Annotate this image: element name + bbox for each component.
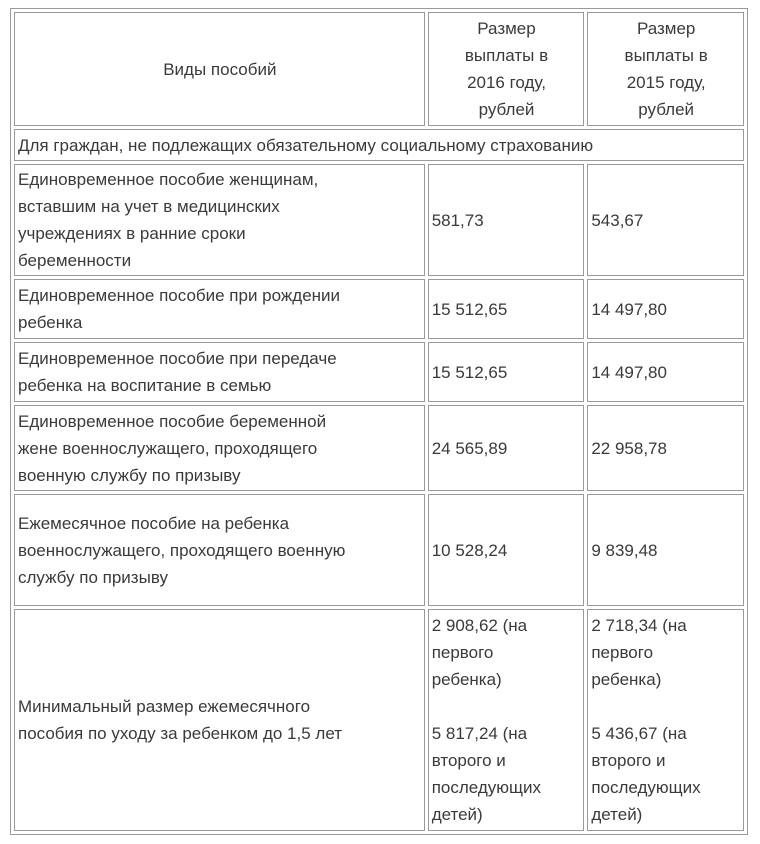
label-line: Минимальный размер ежемесячного bbox=[18, 697, 311, 716]
spacer bbox=[591, 693, 741, 720]
amount-line: детей) bbox=[591, 805, 643, 824]
header-2016-line: Размер bbox=[477, 19, 536, 38]
benefits-table bbox=[10, 8, 748, 835]
amount-2015: 22 958,78 bbox=[587, 405, 744, 491]
amount-line: ребенка) bbox=[591, 670, 662, 689]
amount-line: ребенка) bbox=[431, 670, 502, 689]
benefit-label bbox=[14, 494, 425, 606]
header-2015-line: Размер bbox=[636, 19, 696, 38]
table-row bbox=[14, 164, 744, 276]
section-row bbox=[14, 129, 744, 161]
benefit-label bbox=[14, 164, 425, 276]
benefit-label bbox=[14, 609, 425, 831]
amount-line: 5 436,67 (на bbox=[591, 724, 687, 743]
amount-line: детей) bbox=[431, 805, 483, 824]
amount-line: второго и bbox=[591, 751, 666, 770]
label-line: Единовременное пособие беременной bbox=[18, 411, 327, 431]
amount-2015 bbox=[587, 609, 744, 831]
header-2015-line: 2015 году, bbox=[626, 73, 706, 92]
label-line: Единовременное пособие женщинам, bbox=[18, 170, 319, 189]
section-title: Для граждан, не подлежащих обязательному социальному страхованию bbox=[14, 129, 744, 161]
header-2016-line: 2016 году, bbox=[467, 73, 546, 92]
header-amount-2016 bbox=[428, 12, 585, 126]
benefit-label bbox=[14, 405, 425, 491]
header-benefit-type: Виды пособий bbox=[14, 12, 425, 126]
label-line: беременности bbox=[18, 251, 132, 270]
label-line: Единовременное пособие при рождении bbox=[18, 286, 341, 305]
label-line: военную службу по призыву bbox=[18, 465, 241, 485]
label-line: военнослужащего, проходящего военную bbox=[18, 540, 346, 560]
amount-2015: 14 497,80 bbox=[587, 279, 744, 339]
amount-line: 5 817,24 (на bbox=[431, 724, 528, 743]
amount-2016: 15 512,65 bbox=[428, 342, 585, 402]
header-2015-line: выплаты в bbox=[624, 46, 708, 65]
header-2016-line: рублей bbox=[478, 100, 535, 119]
label-line: службу по призыву bbox=[18, 567, 168, 587]
label-line: Ежемесячное пособие на ребенка bbox=[18, 513, 290, 533]
header-2016-line: выплаты в bbox=[464, 46, 549, 65]
label-line: ребенка bbox=[18, 313, 83, 332]
amount-2015: 9 839,48 bbox=[587, 494, 744, 606]
amount-2015: 543,67 bbox=[587, 164, 744, 276]
amount-2016: 581,73 bbox=[428, 164, 585, 276]
benefit-label bbox=[14, 342, 425, 402]
label-line: ребенка на воспитание в семью bbox=[18, 376, 272, 395]
label-line: вставшим на учет в медицинских bbox=[18, 197, 280, 216]
table-row bbox=[14, 405, 744, 491]
header-amount-2015 bbox=[587, 12, 744, 126]
table-row bbox=[14, 342, 744, 402]
label-line: пособия по уходу за ребенком до 1,5 лет bbox=[18, 724, 343, 743]
table-row bbox=[14, 609, 744, 831]
label-line: Единовременное пособие при передаче bbox=[18, 349, 337, 368]
table-row bbox=[14, 494, 744, 606]
amount-2016: 10 528,24 bbox=[428, 494, 585, 606]
amount-2016 bbox=[428, 609, 585, 831]
amount-2016: 15 512,65 bbox=[428, 279, 585, 339]
table-header-row bbox=[14, 12, 744, 126]
amount-line: последующих bbox=[591, 778, 701, 797]
amount-line: первого bbox=[591, 643, 654, 662]
amount-line: первого bbox=[431, 643, 494, 662]
label-line: жене военнослужащего, проходящего bbox=[18, 438, 318, 458]
amount-2016: 24 565,89 bbox=[428, 405, 585, 491]
amount-line: 2 908,62 (на bbox=[431, 616, 528, 635]
amount-2015: 14 497,80 bbox=[587, 342, 744, 402]
label-line: учреждениях в ранние сроки bbox=[18, 224, 246, 243]
table-row bbox=[14, 279, 744, 339]
header-2015-line: рублей bbox=[638, 100, 695, 119]
amount-line: последующих bbox=[431, 778, 542, 797]
benefit-label bbox=[14, 279, 425, 339]
amount-line: 2 718,34 (на bbox=[591, 616, 687, 635]
amount-line: второго и bbox=[431, 751, 506, 770]
spacer bbox=[432, 693, 582, 720]
